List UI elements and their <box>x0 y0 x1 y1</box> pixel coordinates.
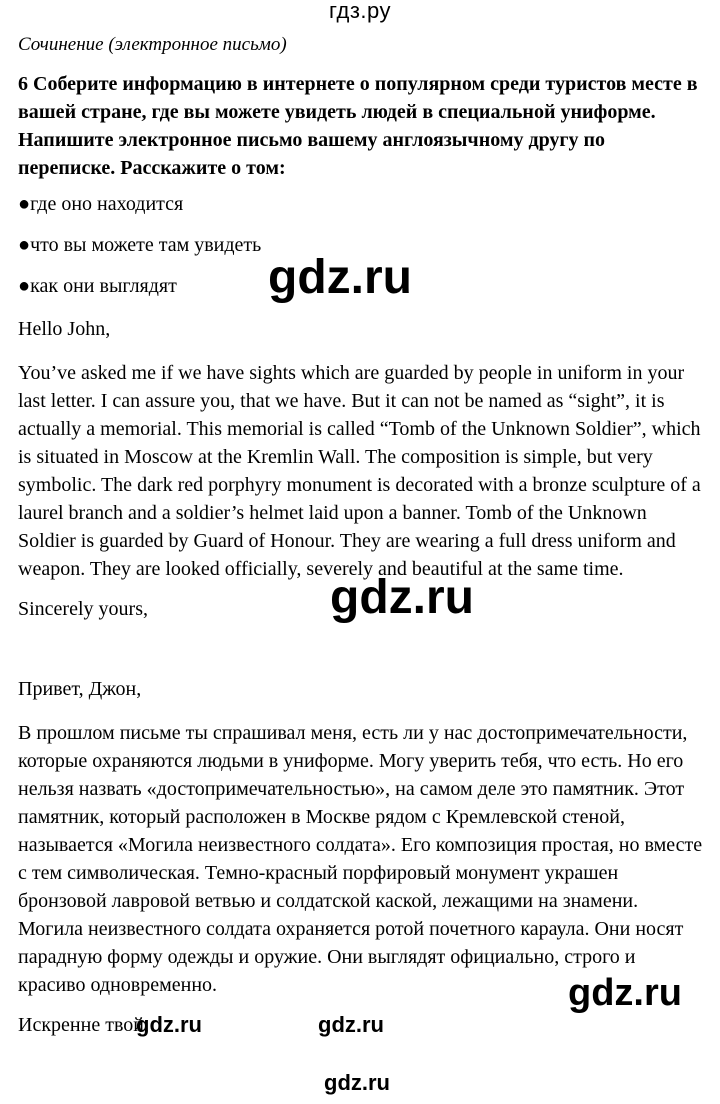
bullet-what-to-see: ●что вы можете там увидеть <box>18 234 262 256</box>
section-gap <box>18 635 703 675</box>
english-greeting: Hello John, <box>18 318 111 340</box>
watermark: gdz.ru <box>330 571 474 624</box>
watermark: gdz.ru <box>324 1070 390 1095</box>
english-closing: Sincerely yours, <box>18 598 148 620</box>
task-text: 6 Соберите информацию в интернете о популярном среди туристов месте в вашей стране, где вы можете увидеть людей в специальной униформе. Напишите электронное письмо вашему англоязычному другу по переписке. Расскажите о том: <box>18 73 698 179</box>
site-header: гдз.ру <box>328 0 392 23</box>
document-subtitle: Сочинение (электронное письмо) <box>18 34 287 55</box>
watermark: gdz.ru <box>136 1012 202 1037</box>
russian-letter-body: В прошлом письме ты спрашивал меня, есть ли у нас достопримечательности, которые охраняются людьми в униформе. Могу уверить тебя, что есть. Но его нельзя назвать «достопримечательностью», на самом деле это памятник. Этот памятник, который расположен в Москве рядом с Кремлевской стеной, называется «Могила неизвестного солдата». Его композиция простая, но вместе с тем символическая. Темно-красный порфировый монумент украшен бронзовой лавровой ветвью и солдатской каской, лежащими на знамени. Могила неизвестного солдата охраняется ротой почетного караула. Они носят парадную форму одежды и оружие. Они выглядят официально, строго и красиво одновременно. <box>18 722 703 996</box>
russian-greeting: Привет, Джон, <box>18 678 142 700</box>
english-letter-body: You’ve asked me if we have sights which are guarded by people in uniform in your last letter. I can assure you, that we have. But it can not be named as “sight”, it is actually a memorial. This memorial is called “Tomb of the Unknown Soldier”, which is situated in Moscow at the Kremlin Wall. The composition is simple, but very symbolic. The dark red porphyry monument is decorated with a bronze sculpture of a laurel branch and a soldier’s helmet laid upon a banner. Tomb of the Unknown Soldier is guarded by Guard of Honour. They are wearing a full dress uniform and weapon. They are looked officially, severely and beautiful at the same time. <box>18 362 701 580</box>
watermark: gdz.ru <box>568 972 682 1014</box>
bullet-appearance: ●как они выглядят <box>18 275 177 297</box>
bullet-location: ●где оно находится <box>18 193 184 215</box>
russian-closing: Искренне твой, <box>18 1014 149 1036</box>
watermark: gdz.ru <box>268 251 412 304</box>
document-body <box>18 34 703 1051</box>
watermark: gdz.ru <box>318 1012 384 1037</box>
